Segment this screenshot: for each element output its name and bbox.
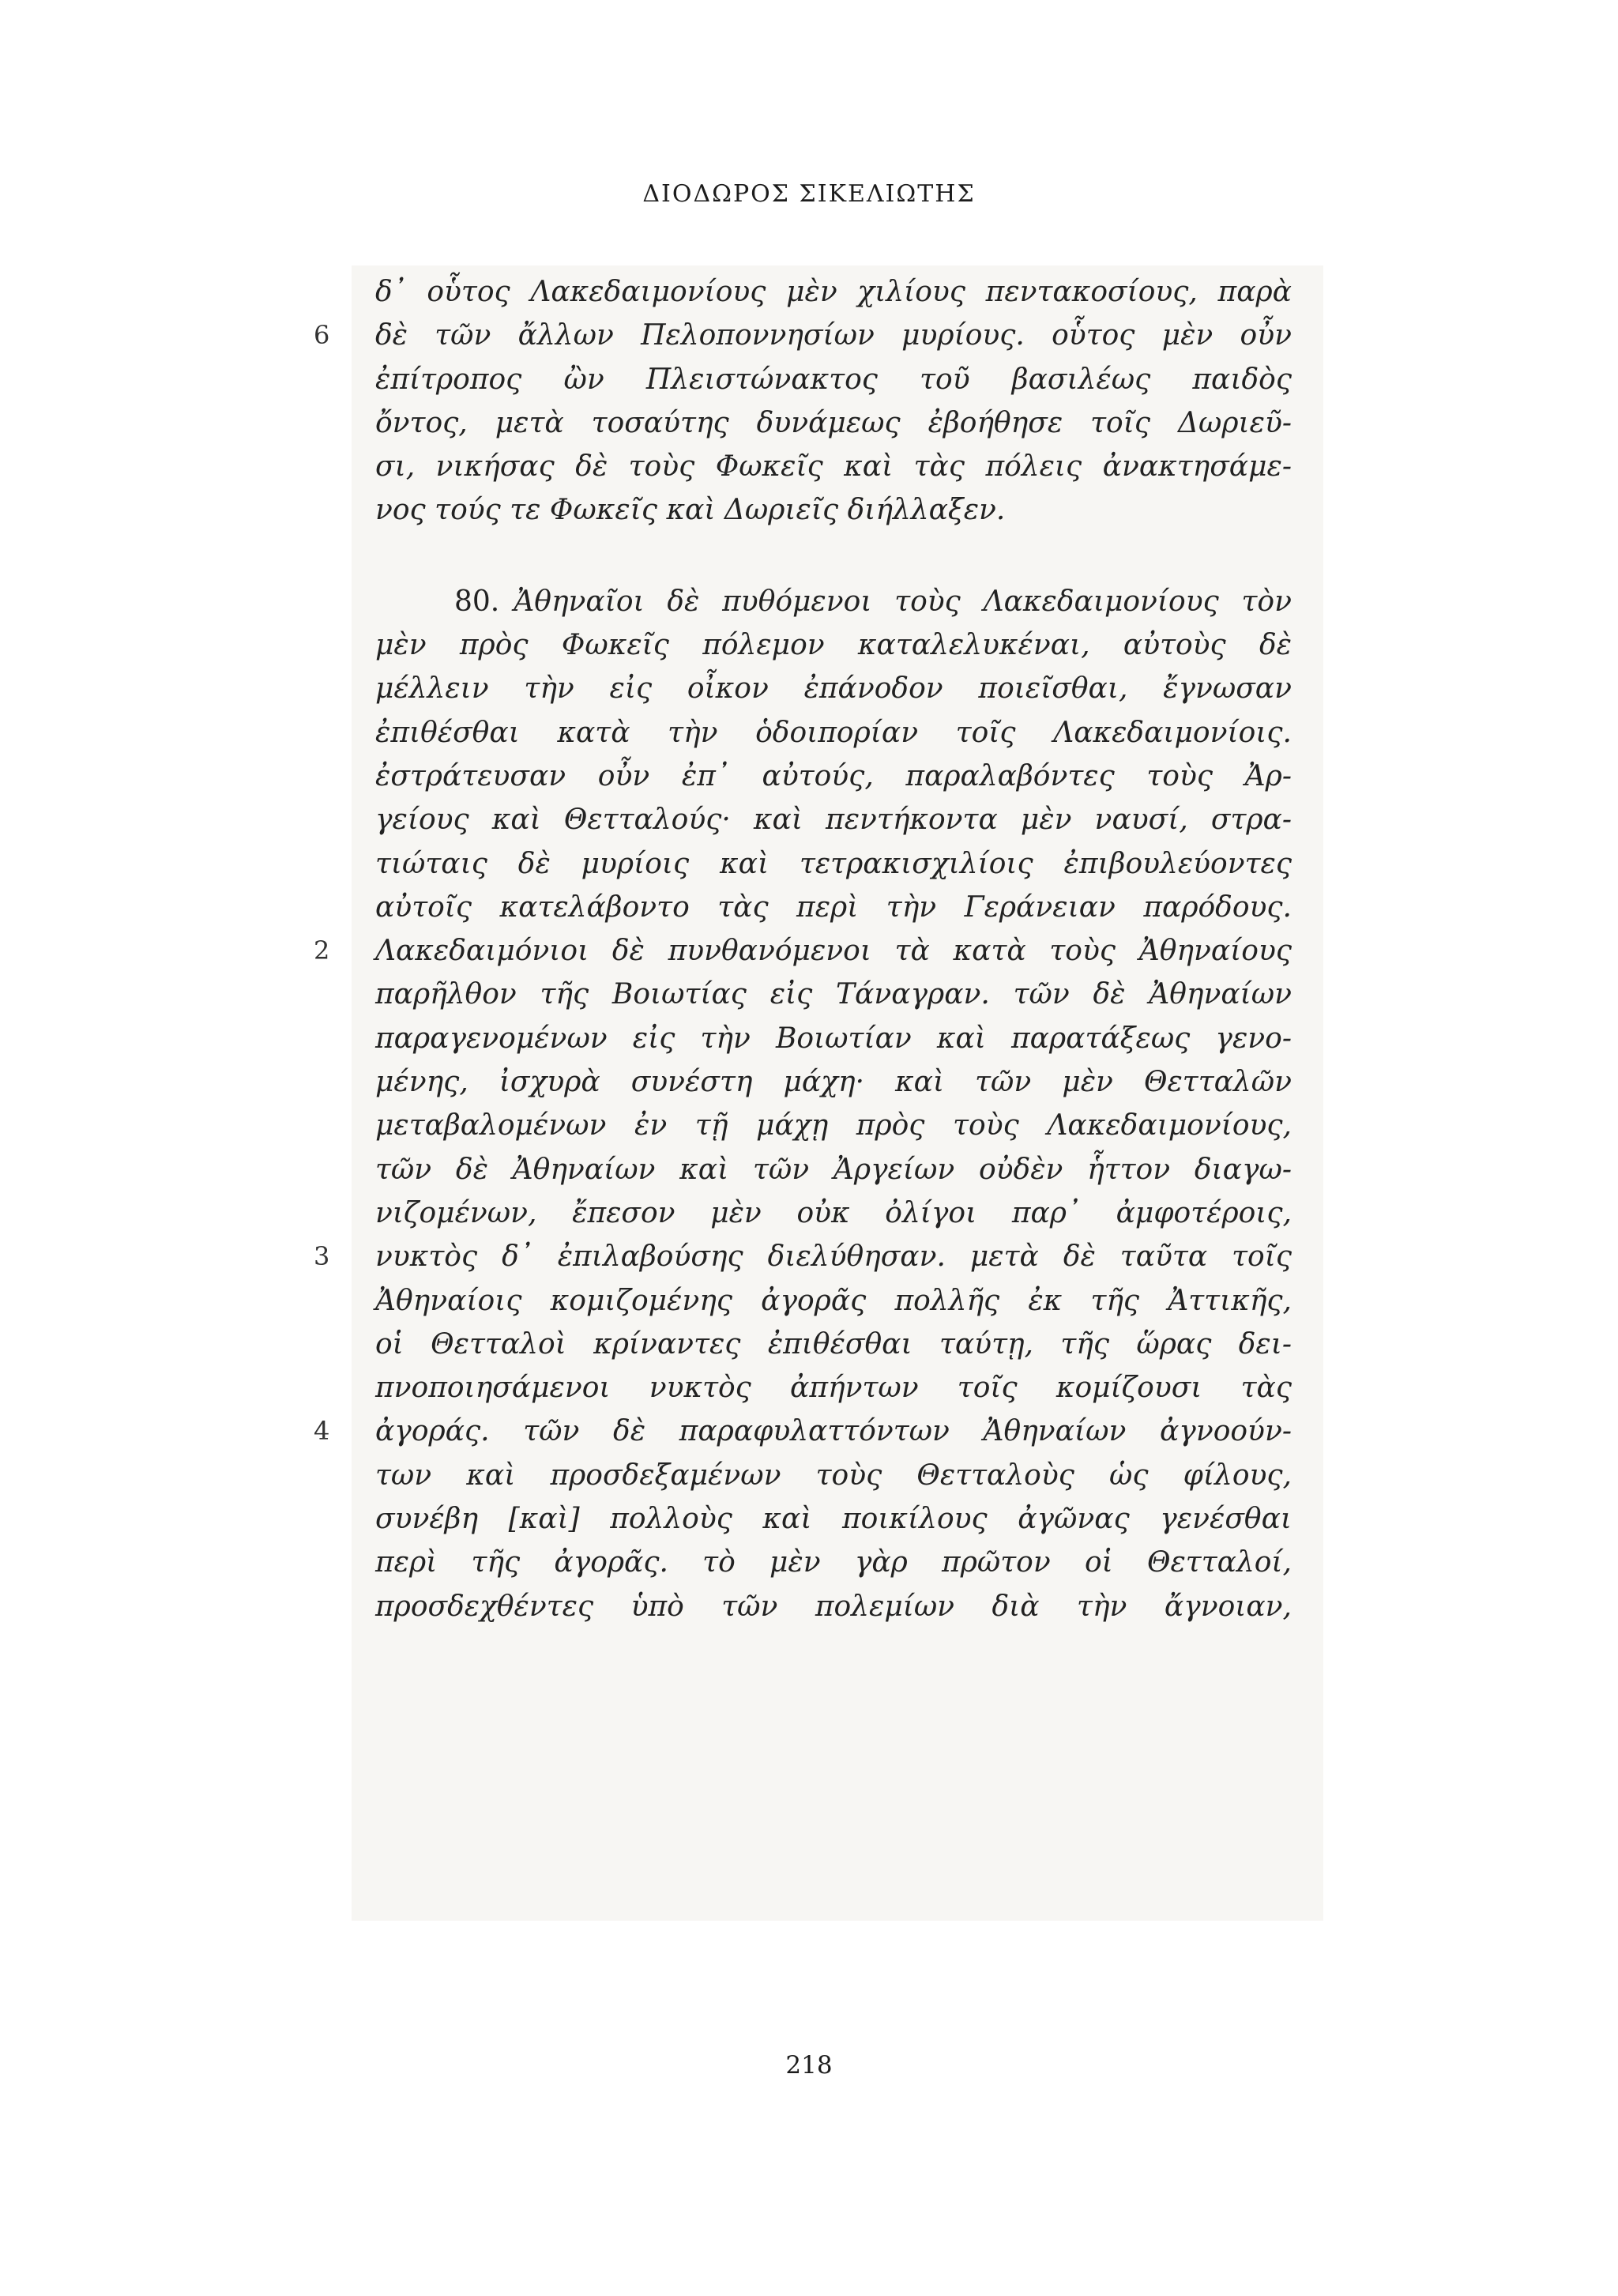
text-line	[375, 886, 1292, 929]
line-text: γείους καὶ Θετταλούς· καὶ πεντήκοντα μὲν ναυσί, στρα-	[375, 804, 1292, 837]
line-text: τιώταις δὲ μυρίοις καὶ τετρακισχιλίοις ἐπιβουλεύοντες	[375, 847, 1292, 880]
running-head-title: ΔΙΟΔΩΡΟΣ ΣΙΚΕΛΙΩΤΗΣ	[642, 180, 976, 208]
text-block	[314, 270, 1292, 1628]
text-line	[375, 973, 1292, 1016]
line-text: περὶ τῆς ἀγορᾶς. τὸ μὲν γὰρ πρῶτον οἱ Θετταλοί,	[375, 1546, 1292, 1579]
text-line	[375, 1366, 1292, 1410]
line-text: μεταβαλομένων ἐν τῇ μάχῃ πρὸς τοὺς Λακεδαιμονίους,	[375, 1109, 1292, 1142]
text-line	[375, 488, 1292, 532]
line-text: Ἀθηναῖοι δὲ πυθόμενοι τοὺς Λακεδαιμονίους τὸν	[514, 585, 1292, 618]
line-text: ἐπίτροπος ὢν Πλειστώνακτος τοῦ βασιλέως παιδὸς	[375, 363, 1292, 396]
text-line	[314, 929, 1292, 973]
chapter-number: 80.	[454, 585, 500, 618]
text-line	[314, 1410, 1292, 1453]
margin-section-number: 4	[314, 1416, 330, 1447]
line-text: τῶν δὲ Ἀθηναίων καὶ τῶν Ἀργείων οὐδὲν ἧττον διαγω-	[375, 1153, 1292, 1186]
text-line	[375, 1497, 1292, 1541]
text-line	[375, 1104, 1292, 1147]
line-text: μένης, ἰσχυρὰ συνέστη μάχη· καὶ τῶν μὲν Θετταλῶν	[375, 1066, 1292, 1099]
margin-section-number: 3	[314, 1241, 330, 1272]
text-line	[375, 401, 1292, 445]
line-text: νιζομένων, ἔπεσον μὲν οὐκ ὀλίγοι παρ᾽ ἀμφοτέροις,	[375, 1196, 1292, 1229]
line-text: μέλλειν τὴν εἰς οἶκον ἐπάνοδον ποιεῖσθαι, ἔγνωσαν	[375, 672, 1292, 706]
text-line	[375, 1541, 1292, 1584]
margin-section-number: 2	[314, 935, 330, 966]
text-line	[375, 842, 1292, 886]
line-text: Ἀθηναίοις κομιζομένης ἀγορᾶς πολλῆς ἐκ τῆς Ἀττικῆς,	[375, 1284, 1292, 1317]
page-number: 218	[785, 2051, 833, 2080]
line-text: σι, νικήσας δὲ τοὺς Φωκεῖς καὶ τὰς πόλεις ἀνακτησάμε-	[375, 450, 1292, 484]
text-line	[375, 755, 1292, 798]
text-line	[375, 1148, 1292, 1191]
line-text: προσδεχθέντες ὑπὸ τῶν πολεμίων διὰ τὴν ἄγνοιαν,	[375, 1590, 1292, 1623]
line-text: πνοποιησάμενοι νυκτὸς ἀπήντων τοῖς κομίζουσι τὰς	[375, 1372, 1292, 1405]
text-line	[375, 667, 1292, 710]
line-text: των καὶ προσδεξαμένων τοὺς Θετταλοὺς ὡς φίλους,	[375, 1459, 1292, 1492]
margin-section-number: 6	[314, 320, 330, 351]
text-line	[375, 445, 1292, 488]
text-line	[314, 1235, 1292, 1278]
text-line	[375, 1585, 1292, 1628]
text-line	[375, 1279, 1292, 1323]
line-text: νος τούς τε Φωκεῖς καὶ Δωριεῖς διήλλαξεν.	[375, 494, 1006, 527]
text-line	[375, 1454, 1292, 1497]
line-text: μὲν πρὸς Φωκεῖς πόλεμον καταλελυκέναι, αὐτοὺς δὲ	[375, 629, 1292, 662]
text-line	[375, 270, 1292, 314]
line-text: ἀγοράς. τῶν δὲ παραφυλαττόντων Ἀθηναίων ἀγνοούν-	[375, 1415, 1292, 1448]
text-line	[375, 1191, 1292, 1235]
line-text: δὲ τῶν ἄλλων Πελοποννησίων μυρίους. οὗτος μὲν οὖν	[375, 319, 1292, 352]
line-text: νυκτὸς δ᾽ ἐπιλαβούσης διελύθησαν. μετὰ δὲ ταῦτα τοῖς	[375, 1240, 1292, 1274]
line-text: ἐπιθέσθαι κατὰ τὴν ὁδοιπορίαν τοῖς Λακεδαιμονίοις.	[375, 716, 1292, 749]
text-line	[375, 1323, 1292, 1366]
line-text: αὐτοῖς κατελάβοντο τὰς περὶ τὴν Γεράνειαν παρόδους.	[375, 890, 1292, 924]
text-line	[375, 1060, 1292, 1104]
paragraph-gap	[375, 533, 1292, 580]
text-line	[314, 314, 1292, 357]
text-line	[375, 711, 1292, 755]
line-text: παρῆλθον τῆς Βοιωτίας εἰς Τάναγραν. τῶν δὲ Ἀθηναίων	[375, 978, 1292, 1011]
text-line	[375, 623, 1292, 667]
line-text: δ᾽ οὗτος Λακεδαιμονίους μὲν χιλίους πεντακοσίους, παρὰ	[375, 276, 1292, 308]
text-line	[375, 580, 1292, 623]
line-text: ὄντος, μετὰ τοσαύτης δυνάμεως ἐβοήθησε τοῖς Δωριεῦ-	[375, 406, 1292, 439]
line-text: παραγενομένων εἰς τὴν Βοιωτίαν καὶ παρατάξεως γενο-	[375, 1022, 1292, 1055]
text-line	[375, 358, 1292, 401]
line-text: ἐστράτευσαν οὖν ἐπ᾽ αὐτούς, παραλαβόντες τοὺς Ἀρ-	[375, 759, 1292, 792]
line-text: συνέβη [καὶ] πολλοὺς καὶ ποικίλους ἀγῶνας γενέσθαι	[375, 1503, 1292, 1536]
text-line	[375, 798, 1292, 841]
text-line	[375, 1017, 1292, 1060]
line-text: Λακεδαιμόνιοι δὲ πυνθανόμενοι τὰ κατὰ τοὺς Ἀθηναίους	[375, 935, 1292, 968]
line-text: οἱ Θετταλοὶ κρίναντες ἐπιθέσθαι ταύτῃ, τῆς ὥρας δει-	[375, 1327, 1292, 1361]
